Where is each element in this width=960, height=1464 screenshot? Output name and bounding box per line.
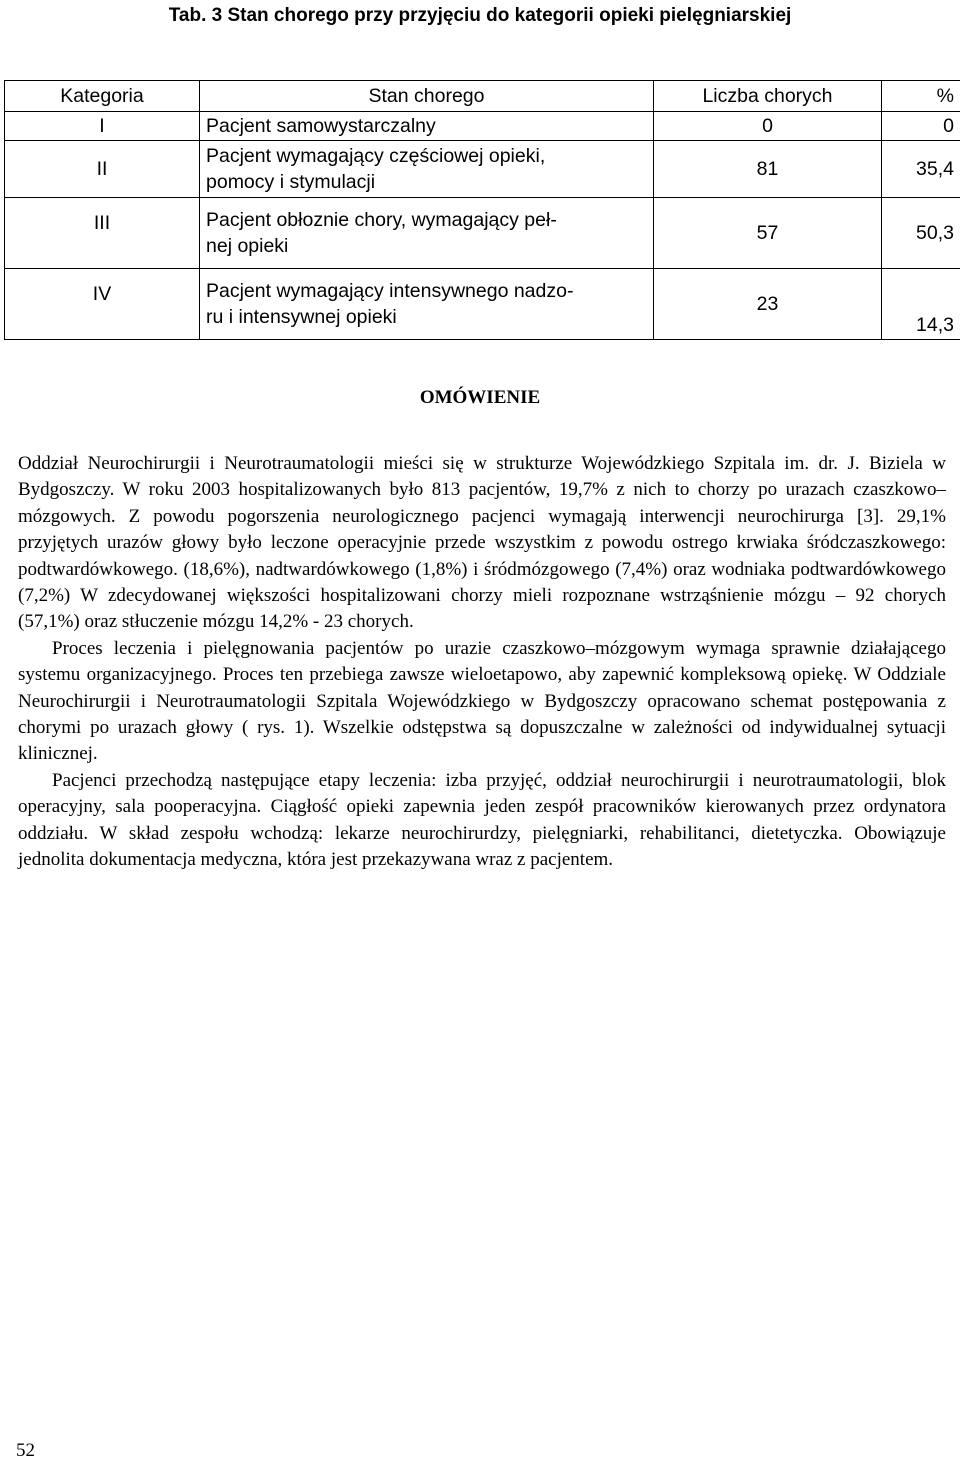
state-cell: [200, 112, 654, 141]
category-cell: IV: [5, 269, 200, 340]
state-line: pomocy i stymulacji: [206, 171, 376, 193]
category-cell: I: [5, 112, 200, 141]
percent-cell: 50,3: [882, 198, 960, 269]
state-line: Pacjent obłoznie chory, wymagający peł-: [206, 209, 557, 231]
state-line: Pacjent wymagający intensywnego nadzo-: [206, 280, 574, 302]
paragraph: Proces leczenia i pielęgnowania pacjentów po urazie czaszkowo–mózgowym wymaga sprawnie działającego systemu organizacyjnego. Proces ten przebiega zawsze wieloetapowo, aby zapewnić kompleksową opiekę. W Oddziale Neurochirurgii i Neurotraumatologii Szpitala Wojewódzkiego w Bydgoszczy opracowano schemat postępowania z chorymi po urazach głowy ( rys. 1). Wszelkie odstępstwa są dopuszczalne w zależności od indywidualnej sytuacji klinicznej.: [18, 637, 946, 765]
percent-cell: 14,3: [882, 269, 960, 340]
page-number: 52: [16, 1440, 35, 1461]
header-category: Kategoria: [5, 81, 200, 112]
state-line: nej opieki: [206, 235, 289, 257]
state-line: Pacjent wymagający częściowej opieki,: [206, 145, 546, 167]
table-row: [5, 269, 960, 340]
header-count: Liczba chorych: [654, 81, 882, 112]
category-cell: II: [5, 141, 200, 198]
table-row: [5, 198, 960, 269]
table-header-row: [5, 81, 960, 112]
body-text: [18, 451, 946, 874]
paragraph: Pacjenci przechodzą następujące etapy leczenia: izba przyjęć, oddział neurochirurgii i neurotraumatologii, blok operacyjny, sala pooperacyjna. Ciągłość opieki zapewnia jeden zespół pracowników kierowanych przez ordynatora oddziału. W skład zespołu wchodzą: lekarze neurochirurdzy, pielęgniarki, rehabilitanci, dietetyczka. Obowiązuje jednolita dokumentacja medyczna, która jest przekazywana wraz z pacjentem.: [18, 769, 946, 871]
state-line: ru i intensywnej opieki: [206, 306, 397, 328]
state-line: Pacjent samowystarczalny: [206, 115, 436, 137]
count-cell: 0: [654, 112, 882, 141]
state-cell: [200, 141, 654, 198]
section-heading: OMÓWIENIE: [419, 387, 541, 408]
patient-category-table: [4, 80, 960, 340]
state-cell: [200, 269, 654, 340]
paragraph: Oddział Neurochirurgii i Neurotraumatologii mieści się w strukturze Wojewódzkiego Szpitala im. dr. J. Biziela w Bydgoszczy. W roku 2003 hospitalizowanych było 813 pacjentów, 19,7% z nich to chorzy po urazach czaszkowo–mózgowych. Z powodu pogorszenia neurologicznego pacjenci wymagają interwencji neurochirurga [3]. 29,1% przyjętych urazów głowy było leczone operacyjnie przede wszystkim z powodu ostrego krwiaka śródczaszkowego: podtwardówkowego. (18,6%), nadtwardówkowego (1,8%) i śródmózgowego (7,4%) oraz wodniaka podtwardówkowego (7,2%) W zdecydowanej większości hospitalizowani chorzy mieli rozpoznane wstrząśnienie mózgu – 92 chorych (57,1%) oraz stłuczenie mózgu 14,2% - 23 chorych.: [18, 453, 946, 633]
category-cell: III: [5, 198, 200, 269]
header-state: Stan chorego: [200, 81, 654, 112]
count-cell: 57: [654, 198, 882, 269]
count-cell: 23: [654, 269, 882, 340]
table-row: [5, 141, 960, 198]
percent-cell: 0: [882, 112, 960, 141]
percent-cell: 35,4: [882, 141, 960, 198]
table-row: [5, 112, 960, 141]
state-cell: [200, 198, 654, 269]
table-caption: Tab. 3 Stan chorego przy przyjęciu do kategorii opieki pielęgniarskiej: [168, 5, 792, 26]
header-percent: %: [882, 81, 960, 112]
count-cell: 81: [654, 141, 882, 198]
